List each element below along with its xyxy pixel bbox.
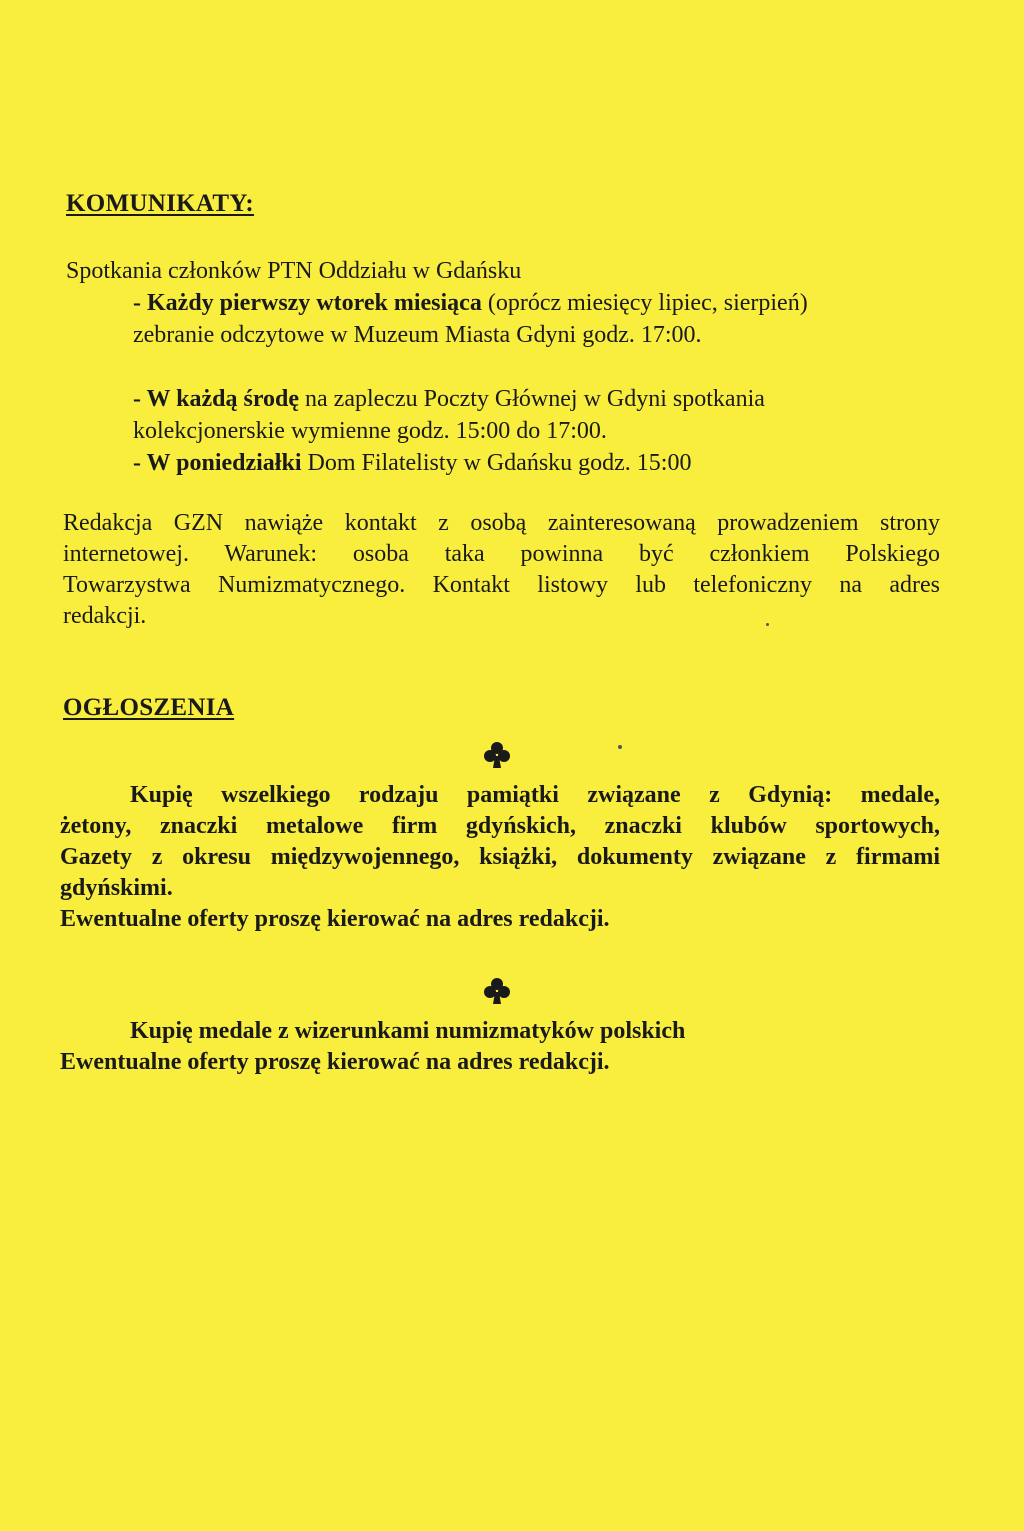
ad-gdynia-souvenirs — [60, 780, 940, 935]
club-icon — [482, 740, 512, 770]
meeting-item-1-line2: zebranie odczytowe w Muzeum Miasta Gdyni godz. 17:00. — [133, 322, 702, 348]
ad-line: Ewentualne oferty proszę kierować na adres redakcji. — [60, 906, 610, 932]
meeting-item-2-text: na zapleczu Poczty Głównej w Gdyni spotkania — [299, 386, 765, 412]
komunikaty-heading: KOMUNIKATY: — [66, 190, 255, 217]
meeting-item-1-emphasis: - Każdy pierwszy wtorek miesiąca — [133, 290, 482, 316]
print-speck — [766, 623, 769, 626]
ad-line: Gazety z okresu międzywojennego, książki, dokumenty związane z firmami — [60, 844, 940, 870]
redakcja-line: redakcji. — [63, 603, 147, 629]
ad-numismatist-medals — [60, 1016, 940, 1078]
meeting-item-2-line2: kolekcjonerskie wymienne godz. 15:00 do 17:00. — [133, 418, 607, 444]
ad-line: żetony, znaczki metalowe firm gdyńskich, znaczki klubów sportowych, — [60, 813, 940, 839]
meeting-item-2 — [133, 386, 765, 413]
meeting-item-2-emphasis: - W każdą środę — [133, 386, 300, 412]
redakcja-line: internetowej. Warunek: osoba taka powinna być członkiem Polskiego — [63, 541, 940, 567]
meeting-item-1-text: (oprócz miesięcy lipiec, sierpień) — [481, 290, 808, 316]
meeting-item-1 — [133, 290, 808, 317]
meeting-item-3-emphasis: - W poniedziałki — [133, 450, 302, 476]
ad-line: Kupię medale z wizerunkami numizmatyków polskich — [130, 1018, 686, 1044]
club-icon — [482, 976, 512, 1006]
ad-line: gdyńskimi. — [60, 875, 173, 901]
redakcja-line: Redakcja GZN nawiąże kontakt z osobą zainteresowaną prowadzeniem strony — [63, 510, 940, 536]
ad-line: Kupię wszelkiego rodzaju pamiątki związane z Gdynią: medale, — [130, 782, 940, 808]
ad-line: Ewentualne oferty proszę kierować na adres redakcji. — [60, 1049, 610, 1075]
meeting-item-3-text: Dom Filatelisty w Gdańsku godz. 15:00 — [301, 450, 692, 476]
meeting-item-3 — [133, 450, 691, 477]
redakcja-line: Towarzystwa Numizmatycznego. Kontakt listowy lub telefoniczny na adres — [63, 572, 940, 598]
redakcja-paragraph — [63, 508, 940, 632]
print-speck — [618, 745, 622, 749]
meetings-intro: Spotkania członków PTN Oddziału w Gdańsku — [66, 258, 522, 284]
ogloszenia-heading: OGŁOSZENIA — [63, 694, 235, 721]
